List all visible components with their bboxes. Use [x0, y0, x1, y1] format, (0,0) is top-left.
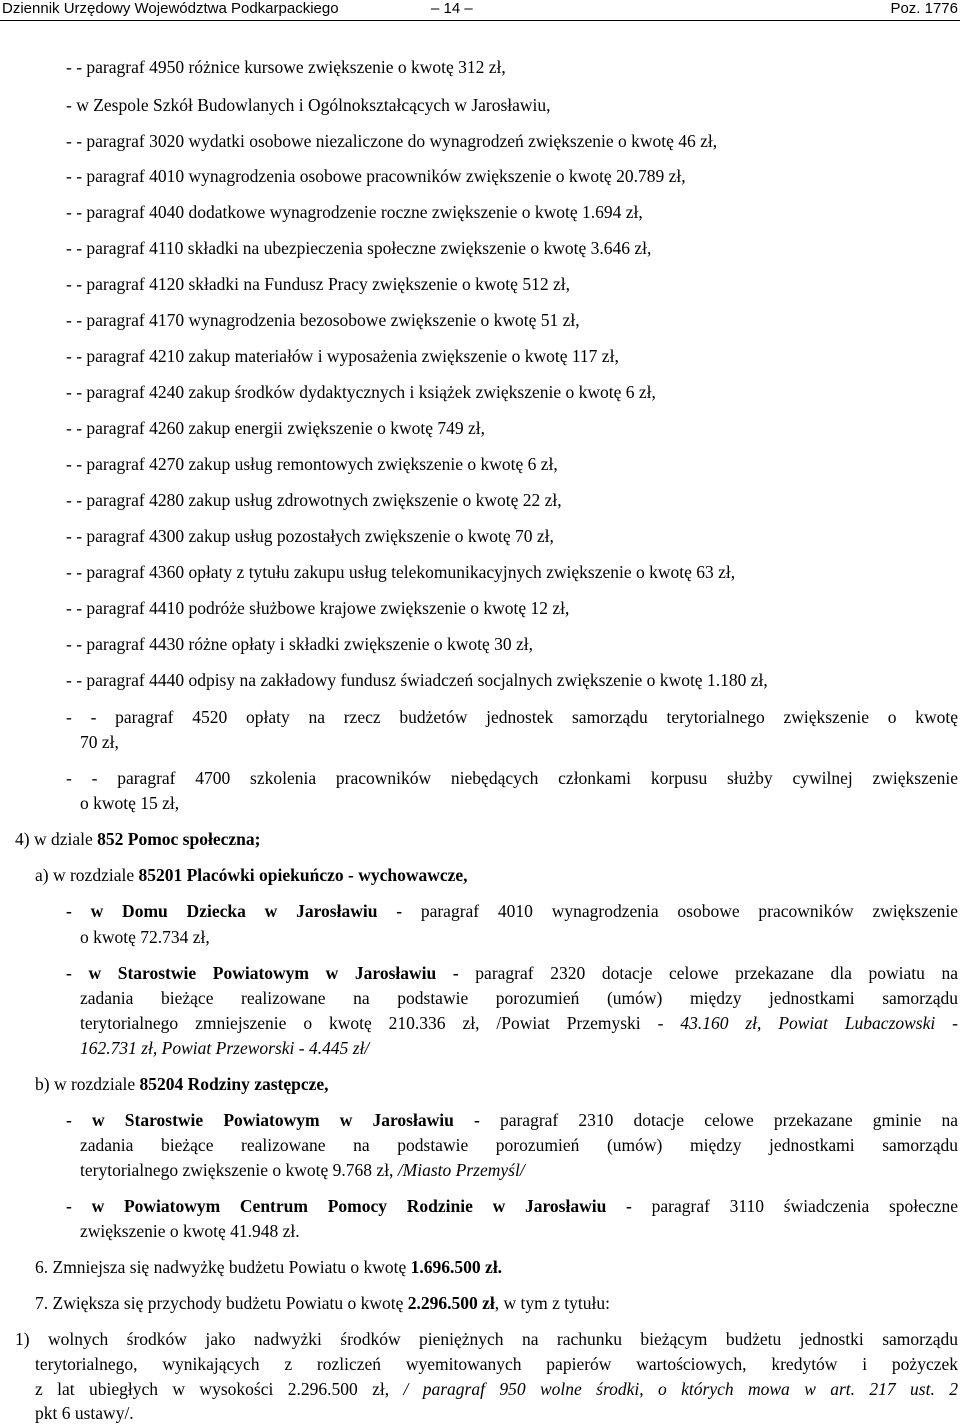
list-item: - w Powiatowym Centrum Pomocy Rodzinie w Jarosławiu - paragraf 3110 świadczenia społeczne [66, 1196, 958, 1216]
list-item-continuation: 70 zł, [80, 732, 119, 752]
list-item-continuation: terytorialnego, wynikających z rozliczeń wyemitowanych papierów wartościowych, kredytów i pożyczek [35, 1354, 958, 1374]
journal-title: Dziennik Urzędowy Województwa Podkarpackiego [2, 0, 339, 17]
list-item: - - paragraf 3020 wydatki osobowe niezaliczone do wynagrodzeń zwiększenie o kwotę 46 zł, [66, 131, 718, 151]
list-item: - - paragraf 4210 zakup materiałów i wyposażenia zwiększenie o kwotę 117 zł, [66, 346, 619, 366]
list-item-continuation: o kwotę 72.734 zł, [80, 927, 210, 947]
list-item-continuation: o kwotę 15 zł, [80, 793, 180, 813]
page-header [0, 0, 960, 21]
list-item: - - paragraf 4300 zakup usług pozostałych zwiększenie o kwotę 70 zł, [66, 526, 554, 546]
numbered-paragraph: 7. Zwiększa się przychody budżetu Powiatu o kwotę 2.296.500 zł, w tym z tytułu: [35, 1293, 610, 1313]
subsection-heading: b) w rozdziale 85204 Rodziny zastępcze, [35, 1074, 329, 1094]
list-item: - - paragraf 4280 zakup usług zdrowotnych zwiększenie o kwotę 22 zł, [66, 490, 562, 510]
numbered-paragraph: 6. Zmniejsza się nadwyżkę budżetu Powiatu o kwotę 1.696.500 zł. [35, 1257, 503, 1277]
list-item: 1) wolnych środków jako nadwyżki środków pieniężnych na rachunku bieżącym budżetu jednostki samorządu [15, 1329, 958, 1349]
list-item: - - paragraf 4110 składki na ubezpieczenia społeczne zwiększenie o kwotę 3.646 zł, [66, 238, 652, 258]
list-item-continuation: zadania bieżące realizowane na podstawie porozumień (umów) między jednostkami samorządu [80, 988, 958, 1008]
list-item: - - paragraf 4240 zakup środków dydaktycznych i książek zwiększenie o kwotę 6 zł, [66, 382, 656, 402]
list-item: - - paragraf 4120 składki na Fundusz Pracy zwiększenie o kwotę 512 zł, [66, 274, 570, 294]
list-item: - - paragraf 4410 podróże służbowe krajowe zwiększenie o kwotę 12 zł, [66, 598, 570, 618]
list-item-continuation: z lat ubiegłych w wysokości 2.296.500 zł, / paragraf 950 wolne środki, o których mowa w art. 217 ust. 2 [35, 1379, 958, 1399]
list-item-continuation: terytorialnego zwiększenie o kwotę 9.768 zł, /Miasto Przemyśl/ [80, 1160, 525, 1180]
list-item: - - paragraf 4700 szkolenia pracowników niebędących członkami korpusu służby cywilnej zwiększenie [66, 768, 958, 788]
list-item-continuation: zwiększenie o kwotę 41.948 zł. [80, 1221, 300, 1241]
list-item-continuation: terytorialnego zmniejszenie o kwotę 210.336 zł, /Powiat Przemyski - 43.160 zł, Powiat Lubaczowski - [80, 1013, 958, 1033]
list-item: - - paragraf 4270 zakup usług remontowych zwiększenie o kwotę 6 zł, [66, 454, 558, 474]
list-item-continuation: zadania bieżące realizowane na podstawie porozumień (umów) między jednostkami samorządu [80, 1135, 958, 1155]
list-item: - - paragraf 4440 odpisy na zakładowy fundusz świadczeń socjalnych zwiększenie o kwotę 1.180 zł, [66, 670, 768, 690]
list-item: - - paragraf 4010 wynagrodzenia osobowe pracowników zwiększenie o kwotę 20.789 zł, [66, 166, 686, 186]
list-item: - w Zespole Szkół Budowlanych i Ogólnokształcących w Jarosławiu, [66, 95, 551, 115]
list-item: - - paragraf 4360 opłaty z tytułu zakupu usług telekomunikacyjnych zwiększenie o kwotę 63 zł, [66, 562, 736, 582]
list-item: - - paragraf 4170 wynagrodzenia bezosobowe zwiększenie o kwotę 51 zł, [66, 310, 580, 330]
list-item: - w Starostwie Powiatowym w Jarosławiu - paragraf 2310 dotacje celowe przekazane gminie na [66, 1110, 958, 1130]
position-number: Poz. 1776 [890, 0, 958, 17]
list-item: - - paragraf 4260 zakup energii zwiększenie o kwotę 749 zł, [66, 418, 486, 438]
list-item: - - paragraf 4430 różne opłaty i składki zwiększenie o kwotę 30 zł, [66, 634, 533, 654]
page-number: – 14 – [431, 0, 473, 17]
list-item-continuation: 162.731 zł, Powiat Przeworski - 4.445 zł/ [80, 1038, 370, 1058]
list-item: - - paragraf 4040 dodatkowe wynagrodzenie roczne zwiększenie o kwotę 1.694 zł, [66, 202, 643, 222]
list-item: - - paragraf 4950 różnice kursowe zwiększenie o kwotę 312 zł, [66, 57, 506, 77]
list-item-continuation: pkt 6 ustawy/. [35, 1403, 134, 1423]
section-heading: 4) w dziale 852 Pomoc społeczna; [15, 829, 261, 849]
list-item: - w Starostwie Powiatowym w Jarosławiu - paragraf 2320 dotacje celowe przekazane dla powiatu na [66, 963, 958, 983]
list-item: - - paragraf 4520 opłaty na rzecz budżetów jednostek samorządu terytorialnego zwiększenie o kwotę [66, 707, 958, 727]
subsection-heading: a) w rozdziale 85201 Placówki opiekuńczo - wychowawcze, [35, 865, 468, 885]
list-item: - w Domu Dziecka w Jarosławiu - paragraf 4010 wynagrodzenia osobowe pracowników zwiększenie [66, 901, 958, 921]
